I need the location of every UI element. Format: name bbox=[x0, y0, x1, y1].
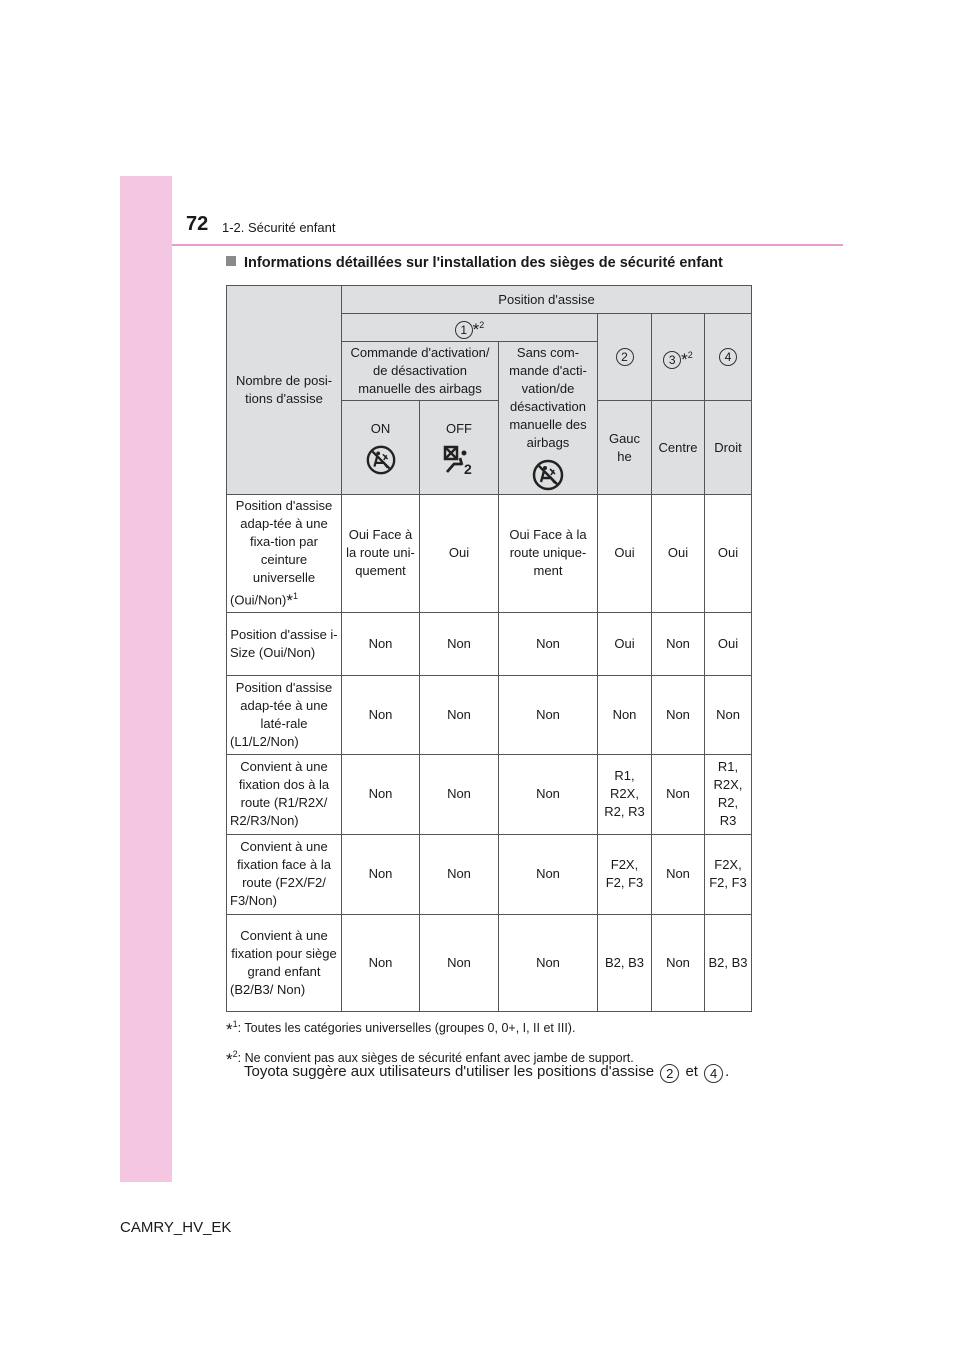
table-cell: Non bbox=[342, 612, 420, 675]
bullet-square-icon bbox=[226, 256, 236, 266]
off-label: OFF bbox=[446, 420, 472, 436]
child-seat-table bbox=[226, 285, 752, 1012]
svg-text:2: 2 bbox=[464, 460, 472, 476]
heading-text: Informations détaillées sur l'installation des sièges de sécurité enfant bbox=[244, 255, 723, 271]
footnote-2: *$^2$: Ne convient pas aux sièges de sécurité enfant avec jambe de support. bbox=[226, 1049, 634, 1070]
seat-4-badge: 4 bbox=[719, 348, 737, 366]
table-cell: Oui Face à la route unique-ment bbox=[499, 495, 598, 613]
table-cell: Non bbox=[342, 754, 420, 834]
table-cell: B2, B3 bbox=[598, 914, 652, 1011]
table-cell: Non bbox=[342, 675, 420, 754]
table-row bbox=[227, 612, 752, 675]
table-cell: Non bbox=[499, 612, 598, 675]
table-row bbox=[227, 754, 752, 834]
table-cell: F2X, F2, F3 bbox=[705, 834, 752, 914]
footnote-star: * bbox=[286, 590, 293, 610]
no-switch-text: Sans com-mande d'acti-vation/de désactivation manuelle des airbags bbox=[509, 345, 587, 450]
table-cell: Non bbox=[420, 914, 499, 1011]
header-seat-3 bbox=[652, 314, 705, 401]
table-row bbox=[227, 914, 752, 1011]
airbag-off-indicator-icon bbox=[531, 458, 565, 492]
recommendation-and: et bbox=[685, 1063, 698, 1080]
row-label: Position d'assise adap-tée à une fixa-tion par ceinture universelle (Oui/Non)*$^1$ bbox=[227, 495, 342, 613]
table-cell: F2X, F2, F3 bbox=[598, 834, 652, 914]
table-row bbox=[227, 675, 752, 754]
seat-2-badge: 2 bbox=[660, 1064, 679, 1083]
row-label: Convient à une fixation pour siège grand enfant (B2/B3/ Non) bbox=[227, 914, 342, 1011]
header-gauche: Gauc he bbox=[598, 401, 652, 495]
footnote-star: * bbox=[681, 349, 688, 369]
table-cell: Non bbox=[652, 834, 705, 914]
table-cell: Non bbox=[420, 754, 499, 834]
table-cell: Oui bbox=[705, 495, 752, 613]
table-cell: Non bbox=[652, 914, 705, 1011]
table-cell: Oui Face à la route uni-quement bbox=[342, 495, 420, 613]
table-cell: Non bbox=[705, 675, 752, 754]
table-cell: Non bbox=[652, 675, 705, 754]
recommendation: Toyota suggère aux utilisateurs d'utiliser les positions d'assise 2 et 4 . bbox=[244, 1063, 730, 1081]
seat-3-badge: 3 bbox=[663, 351, 681, 369]
header-seating-position: Position d'assise bbox=[342, 286, 752, 314]
header-off bbox=[420, 401, 499, 495]
row-label: Position d'assise i-Size (Oui/Non) bbox=[227, 612, 342, 675]
page-number: 72 bbox=[186, 213, 209, 235]
table-cell: Non bbox=[499, 834, 598, 914]
table-cell: Non bbox=[342, 914, 420, 1011]
table-cell: Non bbox=[342, 834, 420, 914]
table-cell: Non bbox=[499, 675, 598, 754]
table-cell: Oui bbox=[598, 612, 652, 675]
airbag-on-indicator-icon bbox=[365, 444, 397, 476]
table-cell: Oui bbox=[652, 495, 705, 613]
table-cell: Oui bbox=[598, 495, 652, 613]
seat-2-badge: 2 bbox=[616, 348, 634, 366]
table-cell: Non bbox=[420, 612, 499, 675]
header-seat-4 bbox=[705, 314, 752, 401]
table-cell: Non bbox=[420, 834, 499, 914]
row-label: Convient à une fixation face à la route (F2X/F2/ F3/Non) bbox=[227, 834, 342, 914]
footnote-1: *$^1$: Toutes les catégories universelles (groupes 0, 0+, I, II et III). bbox=[226, 1019, 576, 1040]
header-on bbox=[342, 401, 420, 495]
header-no-airbag-switch bbox=[499, 342, 598, 495]
row-label: Convient à une fixation dos à la route (R1/R2X/ R2/R3/Non) bbox=[227, 754, 342, 834]
table-cell: Non bbox=[420, 675, 499, 754]
table-row bbox=[227, 834, 752, 914]
header-centre: Centre bbox=[652, 401, 705, 495]
recommendation-text: Toyota suggère aux utilisateurs d'utiliser les positions d'assise bbox=[244, 1063, 655, 1080]
table-cell: Oui bbox=[420, 495, 499, 613]
table-cell: Non bbox=[652, 754, 705, 834]
footnote-ref: 2 bbox=[479, 320, 485, 331]
table-cell: Non bbox=[499, 914, 598, 1011]
table-cell: Non bbox=[598, 675, 652, 754]
header-airbag-switch: Commande d'activation/ de désactivation manuelle des airbags bbox=[342, 342, 499, 401]
on-label: ON bbox=[370, 420, 391, 436]
header-droit: Droit bbox=[705, 401, 752, 495]
table-cell: R1, R2X, R2, R3 bbox=[598, 754, 652, 834]
table-cell: Non bbox=[652, 612, 705, 675]
airbag-off-indicator-icon bbox=[442, 444, 476, 476]
footnote-ref: 1 bbox=[292, 591, 298, 601]
header-seat-2 bbox=[598, 314, 652, 401]
table-cell: Non bbox=[499, 754, 598, 834]
table-row bbox=[227, 495, 752, 613]
table-cell: Oui bbox=[705, 612, 752, 675]
seat-1-badge: 1 bbox=[455, 321, 473, 339]
header-seat-1 bbox=[342, 314, 598, 342]
table-cell: R1, R2X, R2, R3 bbox=[705, 754, 752, 834]
header-seating-count: Nombre de posi-tions d'assise bbox=[227, 286, 342, 495]
section-heading bbox=[226, 255, 723, 271]
seat-4-badge: 4 bbox=[704, 1064, 723, 1083]
footnote-ref: 2 bbox=[687, 349, 693, 360]
row-label: Position d'assise adap-tée à une laté-rale (L1/L2/Non) bbox=[227, 675, 342, 754]
footnote-star: * bbox=[472, 319, 480, 339]
header-rule bbox=[172, 244, 843, 246]
side-tab bbox=[120, 176, 172, 1182]
document-code: CAMRY_HV_EK bbox=[120, 1219, 232, 1236]
section-title: 1-2. Sécurité enfant bbox=[222, 220, 336, 235]
table-cell: B2, B3 bbox=[705, 914, 752, 1011]
